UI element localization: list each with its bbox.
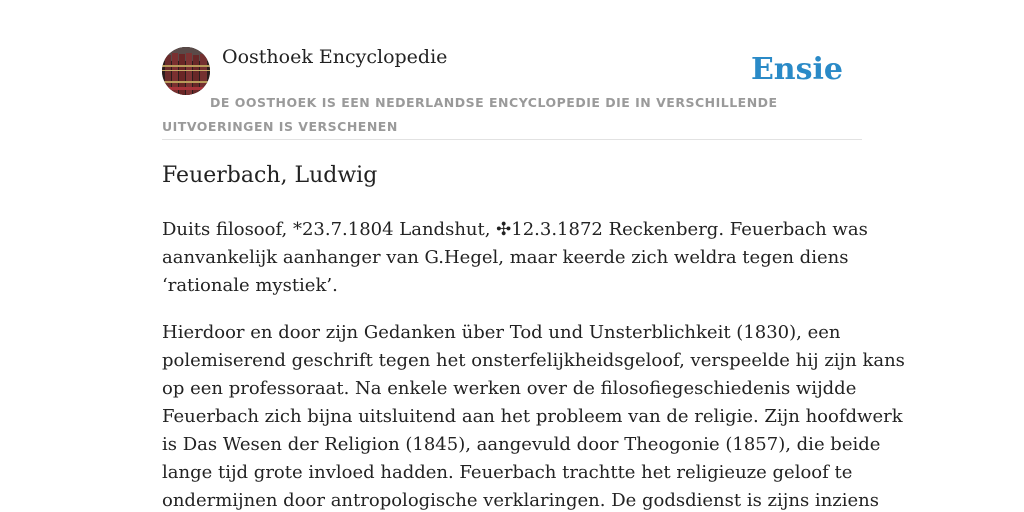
paragraph-line: Feuerbach zich bijna uitsluitend aan het probleem van de religie. Zijn hoofdwerk bbox=[162, 406, 903, 427]
paragraph-line: ‘rationale mystiek’. bbox=[162, 275, 338, 296]
paragraph-line: polemiserend geschrift tegen het onsterfelijkheidsgeloof, verspeelde hij zijn kans bbox=[162, 350, 905, 371]
page bbox=[162, 0, 905, 511]
site-header bbox=[162, 0, 862, 140]
ensie-logo-link[interactable]: Ensie bbox=[750, 52, 843, 87]
article-paragraph-1 bbox=[162, 216, 868, 300]
site-avatar[interactable] bbox=[162, 47, 210, 95]
paragraph-line: op een professoraat. Na enkele werken over de filosofiegeschiedenis wijdde bbox=[162, 378, 857, 399]
paragraph-line: Duits filosoof, *23.7.1804 Landshut, ✣12.3.1872 Reckenberg. Feuerbach was bbox=[162, 219, 868, 240]
book-spines-icon bbox=[162, 47, 210, 95]
paragraph-line: ondermijnen door antropologische verklaringen. De godsdienst is zijns inziens bbox=[162, 490, 880, 511]
paragraph-line: aanvankelijk aanhanger van G.Hegel, maar keerde zich weldra tegen diens bbox=[162, 247, 849, 268]
site-tagline: DE OOSTHOEK IS EEN NEDERLANDSE ENCYCLOPEDIE DIE IN VERSCHILLENDE UITVOERINGEN IS VERSCHENEN bbox=[162, 95, 778, 134]
paragraph-line: Hierdoor en door zijn Gedanken über Tod und Unsterblichkeit (1830), een bbox=[162, 322, 841, 343]
article-paragraph-2 bbox=[162, 319, 905, 512]
paragraph-line: lange tijd grote invloed hadden. Feuerbach trachtte het religieuze geloof te bbox=[162, 462, 853, 483]
article-title: Feuerbach, Ludwig bbox=[162, 163, 378, 188]
paragraph-line: is Das Wesen der Religion (1845), aangevuld door Theogonie (1857), die beide bbox=[162, 434, 881, 455]
site-title-link[interactable]: Oosthoek Encyclopedie bbox=[222, 46, 448, 68]
